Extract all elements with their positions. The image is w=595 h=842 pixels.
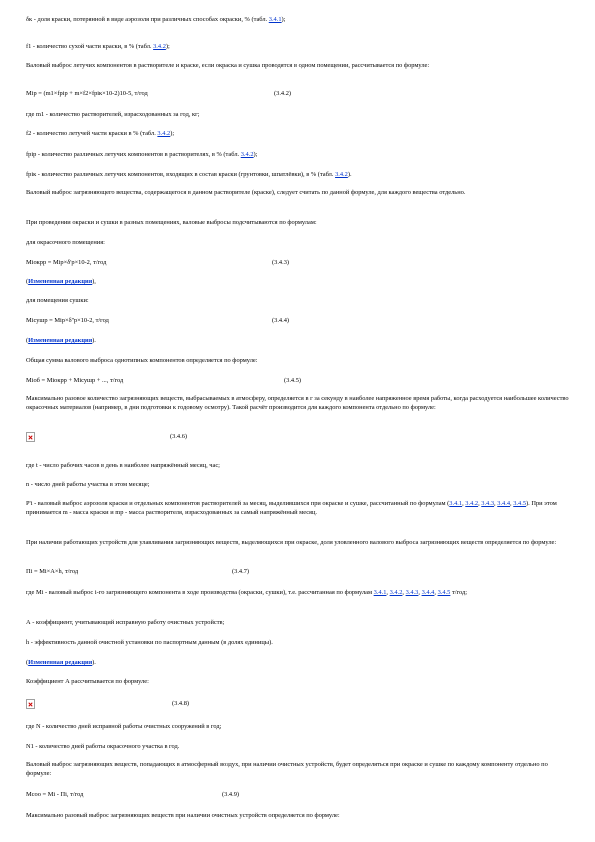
text-line: Р'i - валовый выброс аэрозоля краски и отдельных компонентов растворителей за месяц, выделившихся при окраске и сушке, рассчитанный по формулам (3.4.1, 3.4.2, 3.4.3, 3.4.4, 3.4.5). При этом принимается m - масса краски и mр - масса растворителя, израсходованных за самый напряжённый месяц. [26, 500, 557, 516]
formula-line: Мiсушр = Мiр×δ''р×10-2, т/год (3.4.4) [26, 317, 290, 324]
text-line: где Мi - валовый выброс i-го загрязняющего компонента в ходе производства (окраски, сушки), т.е. рассчитанная по формулам 3.4.1, 3.4.2, 3.4.3, 3.4.4, 3.4.5 т/год; [26, 589, 468, 596]
formula-number: (3.4.9) [222, 791, 240, 798]
text-line: δк - доля краски, потерянной в виде аэрозоля при различных способах окраски, % (табл. 3.4.1); [26, 16, 286, 23]
text-line: Максимально разовое количество загрязняющих веществ, выбрасываемых в атмосферу, определяется в г за секунду в наиболее напряженное время работы, когда расходуется наибольшее количество окрасочных материалов (например, в дни подготовки к годовому осмотру). Такой расчёт производится для каждого компонента отдельно по формуле: [26, 395, 569, 411]
formula-link[interactable]: 3.4.3 [405, 589, 419, 596]
text-line: n - число дней работы участка в этом месяце; [26, 481, 150, 488]
formula-link[interactable]: 3.4.5 [437, 589, 451, 596]
formula-line: Мiоб = Мiокрр + Мiсушр + ..., т/год (3.4.5) [26, 377, 302, 384]
text-line: А - коэффициент, учитывающий исправную работу очистных устройств; [26, 619, 225, 626]
formula-image-line [26, 699, 571, 709]
broken-image-icon [26, 699, 35, 709]
text-line: Валовый выброс летучих компонентов в растворителе и краске, если окраска и сушка проводятся в одном помещении, рассчитывается по формуле: [26, 62, 430, 69]
change-link[interactable]: Измененная редакция [28, 337, 93, 344]
text-line: fpiр - количество различных летучих компонентов в растворителях, в % (табл. 3.4.2); [26, 151, 258, 158]
formula-image-line [26, 432, 571, 442]
formula-link[interactable]: 3.4.1 [449, 500, 463, 507]
formula-number: (3.4.5) [284, 377, 302, 384]
change-note: (Измененная редакция), [26, 278, 96, 285]
text-line: h - эффективность данной очистной установки по паспортным данным (в долях единицы). [26, 639, 273, 646]
formula-link[interactable]: 3.4.3 [481, 500, 495, 507]
formula-link[interactable]: 3.4.2 [465, 500, 479, 507]
table-link[interactable]: 3.4.2 [335, 171, 348, 178]
formula-link[interactable]: 3.4.4 [497, 500, 511, 507]
change-note: (Измененная редакция). [26, 659, 96, 666]
text-line: Коэффициент А рассчитывается по формуле: [26, 678, 149, 685]
formula-link[interactable]: 3.4.2 [389, 589, 403, 596]
broken-image-icon [26, 432, 35, 442]
formula-link[interactable]: 3.4.4 [421, 589, 435, 596]
change-link[interactable]: Измененная редакция [28, 659, 93, 666]
formula-line: Мiокрр = Мiр×δ'р×10-2, т/год (3.4.3) [26, 259, 290, 266]
formula-number: (3.4.6) [170, 433, 188, 440]
formula-number: (3.4.7) [232, 568, 250, 575]
text-line: для окрасочного помещения: [26, 239, 105, 246]
formula-line: Мсоо = Мi - Пi, т/год (3.4.9) [26, 791, 240, 798]
formula-number: (3.4.3) [272, 259, 290, 266]
text-line: f1 - количество сухой части краски, в % (табл. 3.4.2); [26, 43, 170, 50]
text-line: При проведении окраски и сушки в разных помещениях, валовые выбросы подсчитываются по формулам: [26, 219, 317, 226]
change-note: (Измененная редакция). [26, 337, 96, 344]
formula-line: Пi = Мi×А×h, т/год (3.4.7) [26, 568, 250, 575]
change-link[interactable]: Измененная редакция [28, 278, 93, 285]
formula-number: (3.4.4) [272, 317, 290, 324]
text-line: f2 - количество летучей части краски в % (табл. 3.4.2); [26, 130, 175, 137]
text-line: fpiк - количество различных летучих компонентов, входящих в состав краски (грунтовки, шпатлёвки), в % (табл. 3.4.2). [26, 171, 352, 178]
text-line: Максимально разовый выброс загрязняющих веществ при наличии очистных устройств определяется по формуле: [26, 812, 340, 819]
formula-number: (3.4.8) [172, 700, 190, 707]
text-line: где m1 - количество растворителей, израсходованных за год, кг; [26, 111, 200, 118]
text-line: для помещения сушки: [26, 297, 89, 304]
table-link[interactable]: 3.4.2 [240, 151, 254, 158]
text-line: где t - число рабочих часов в день в наиболее напряжённый месяц, час; [26, 462, 220, 469]
table-link[interactable]: 3.4.2 [157, 130, 171, 137]
formula-number: (3.4.2) [274, 90, 292, 97]
table-link[interactable]: 3.4.2 [153, 43, 166, 50]
formula-line: Мiр = (m1×fpiр + m×f2×fpiк×10-2)10-5, т/год (3.4.2) [26, 90, 292, 97]
text-line: где N - количество дней исправной работы очистных сооружений в год; [26, 723, 222, 730]
text-line: N1 - количество дней работы окрасочного участка в год. [26, 743, 180, 750]
formula-link[interactable]: 3.4.5 [513, 500, 527, 507]
text-line: Валовый выброс загрязняющего вещества, содержащегося в данном растворителе (краске), следует считать по данной формуле, для каждого вещества отдельно. [26, 189, 466, 196]
text-line: Общая сумма валового выброса однотипных компонентов определяется по формуле: [26, 357, 258, 364]
formula-link[interactable]: 3.4.1 [373, 589, 387, 596]
table-link[interactable]: 3.4.1 [268, 16, 282, 23]
text-line: Валовый выброс загрязняющих веществ, попадающих в атмосферный воздух, при наличии очистных устройств, будет определяться при окраске и сушке по каждому компоненту отдельно по формуле: [26, 761, 548, 777]
text-line: При наличии работающих устройств для улавливания загрязняющих веществ, выделяющихся при окраске, доля уловленного валового выброса загрязняющих веществ определяется по формуле: [26, 539, 557, 546]
